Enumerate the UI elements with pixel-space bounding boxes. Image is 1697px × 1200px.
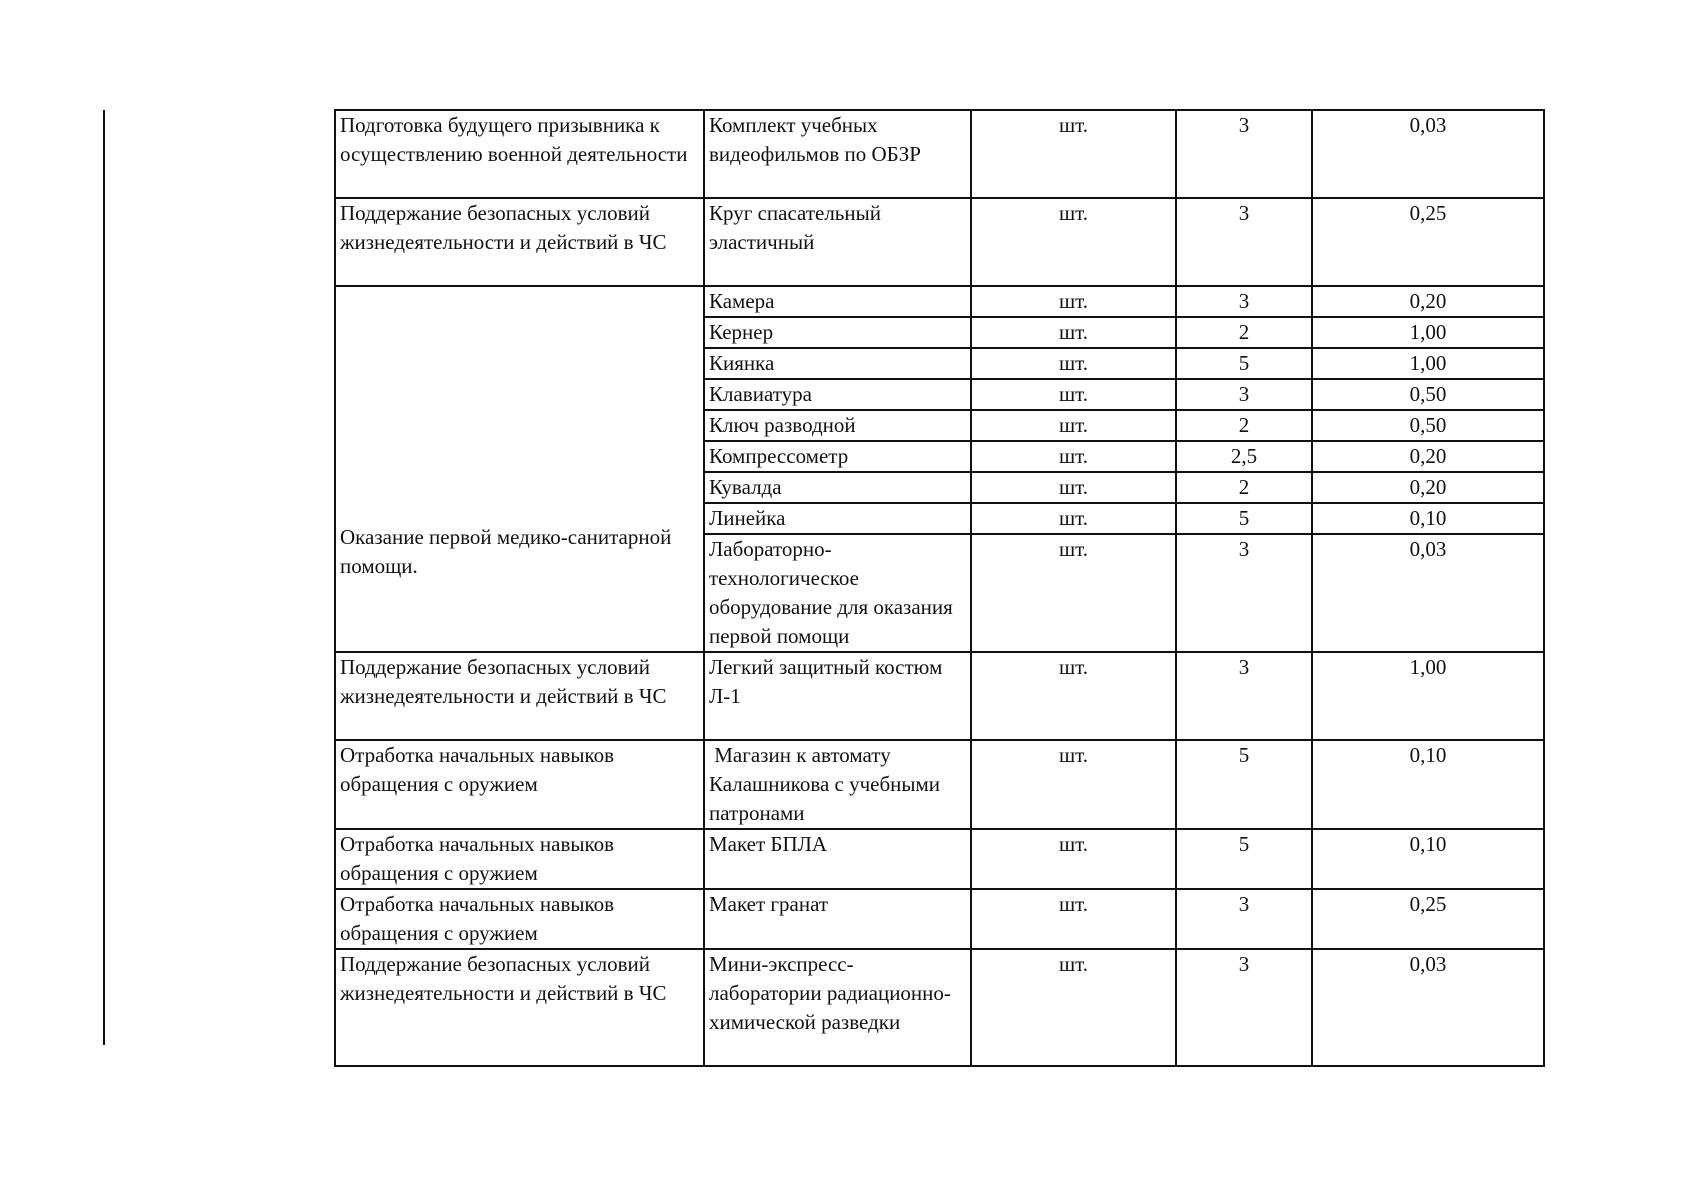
qty-cell: 5 — [1176, 348, 1312, 379]
unit-cell: шт. — [971, 534, 1176, 652]
coef-cell: 0,20 — [1312, 441, 1544, 472]
area-cell: Поддержание безопасных условий жизнедеятельности и действий в ЧС — [335, 198, 704, 286]
coef-cell: 1,00 — [1312, 652, 1544, 740]
coef-cell: 0,10 — [1312, 829, 1544, 889]
unit-cell: шт. — [971, 441, 1176, 472]
coef-cell: 0,25 — [1312, 889, 1544, 949]
qty-cell: 5 — [1176, 503, 1312, 534]
coef-cell: 1,00 — [1312, 317, 1544, 348]
unit-cell: шт. — [971, 472, 1176, 503]
item-cell: Макет гранат — [704, 889, 971, 949]
qty-cell: 3 — [1176, 379, 1312, 410]
table-row — [335, 652, 1544, 740]
item-cell: Лабораторно-технологическое оборудование для оказания первой помощи — [704, 534, 971, 652]
area-cell-merged — [335, 286, 704, 652]
table-row — [335, 740, 1544, 829]
unit-cell: шт. — [971, 286, 1176, 317]
area-cell: Отработка начальных навыков обращения с оружием — [335, 889, 704, 949]
unit-cell: шт. — [971, 503, 1176, 534]
area-cell-text: Оказание первой медико-санитарной помощи. — [340, 525, 672, 578]
qty-cell: 3 — [1176, 198, 1312, 286]
qty-cell: 3 — [1176, 889, 1312, 949]
coef-cell: 0,10 — [1312, 503, 1544, 534]
item-cell: Мини-экспресс-лаборатории радиационно-химической разведки — [704, 949, 971, 1066]
item-cell: Ключ разводной — [704, 410, 971, 441]
item-cell: Кернер — [704, 317, 971, 348]
unit-cell: шт. — [971, 348, 1176, 379]
unit-cell: шт. — [971, 829, 1176, 889]
coef-cell: 0,03 — [1312, 110, 1544, 198]
qty-cell: 3 — [1176, 110, 1312, 198]
table-row — [335, 829, 1544, 889]
unit-cell: шт. — [971, 198, 1176, 286]
qty-cell: 3 — [1176, 949, 1312, 1066]
unit-cell: шт. — [971, 110, 1176, 198]
table-row — [335, 198, 1544, 286]
coef-cell: 0,10 — [1312, 740, 1544, 829]
unit-cell: шт. — [971, 379, 1176, 410]
area-cell: Отработка начальных навыков обращения с оружием — [335, 829, 704, 889]
item-cell: Легкий защитный костюм Л-1 — [704, 652, 971, 740]
unit-cell: шт. — [971, 740, 1176, 829]
item-cell: Камера — [704, 286, 971, 317]
item-cell: Компрессометр — [704, 441, 971, 472]
item-cell: Киянка — [704, 348, 971, 379]
unit-cell: шт. — [971, 652, 1176, 740]
coef-cell: 0,25 — [1312, 198, 1544, 286]
coef-cell: 0,20 — [1312, 472, 1544, 503]
left-margin-line — [103, 110, 105, 1045]
qty-cell: 2,5 — [1176, 441, 1312, 472]
item-cell: Линейка — [704, 503, 971, 534]
qty-cell: 3 — [1176, 286, 1312, 317]
area-cell: Подготовка будущего призывника к осуществлению военной деятельности — [335, 110, 704, 198]
area-cell: Отработка начальных навыков обращения с оружием — [335, 740, 704, 829]
item-cell: Круг спасательный эластичный — [704, 198, 971, 286]
item-cell: Макет БПЛА — [704, 829, 971, 889]
qty-cell: 2 — [1176, 410, 1312, 441]
item-cell: Комплект учебных видеофильмов по ОБЗР — [704, 110, 971, 198]
unit-cell: шт. — [971, 410, 1176, 441]
coef-cell: 1,00 — [1312, 348, 1544, 379]
item-cell: Кувалда — [704, 472, 971, 503]
area-cell: Поддержание безопасных условий жизнедеятельности и действий в ЧС — [335, 652, 704, 740]
unit-cell: шт. — [971, 889, 1176, 949]
table-row — [335, 949, 1544, 1066]
coef-cell: 0,20 — [1312, 286, 1544, 317]
table-row — [335, 286, 1544, 317]
qty-cell: 2 — [1176, 317, 1312, 348]
qty-cell: 3 — [1176, 534, 1312, 652]
qty-cell: 5 — [1176, 740, 1312, 829]
item-cell: Магазин к автомату Калашникова с учебными патронами — [704, 740, 971, 829]
equipment-table — [334, 109, 1545, 1067]
table-row — [335, 889, 1544, 949]
unit-cell: шт. — [971, 317, 1176, 348]
area-cell: Поддержание безопасных условий жизнедеятельности и действий в ЧС — [335, 949, 704, 1066]
coef-cell: 0,50 — [1312, 410, 1544, 441]
table-row — [335, 110, 1544, 198]
coef-cell: 0,03 — [1312, 949, 1544, 1066]
qty-cell: 3 — [1176, 652, 1312, 740]
item-cell: Клавиатура — [704, 379, 971, 410]
qty-cell: 5 — [1176, 829, 1312, 889]
coef-cell: 0,03 — [1312, 534, 1544, 652]
unit-cell: шт. — [971, 949, 1176, 1066]
qty-cell: 2 — [1176, 472, 1312, 503]
coef-cell: 0,50 — [1312, 379, 1544, 410]
